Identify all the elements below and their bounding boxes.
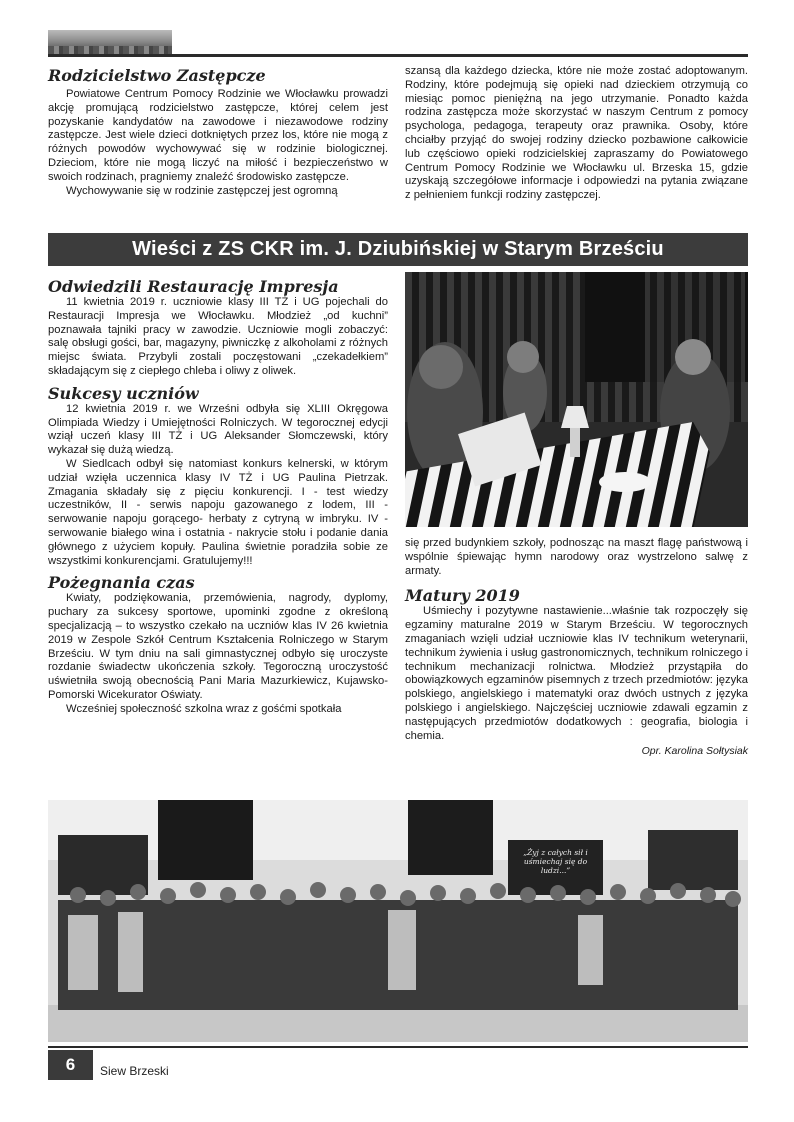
article1-paragraph: Wychowywanie się w rodzinie zastępczej jest ogromną <box>66 184 338 197</box>
author-signature: Opr. Karolina Sołtysiak <box>641 745 748 758</box>
section-title-sukcesy: Sukcesy uczniów <box>48 383 199 403</box>
paragraph: 11 kwietnia 2019 r. uczniowie klasy III TŻ i UG pojechali do Restauracji Impresja we Włocławku. Młodzież „od kuchni” poznawała tajniki pracy w zawodzie. Uczniowie mogli zobaczyć: salę obsługi gości, bar, magazyny, piwniczkę z alkoholami z różnych miejsc świata. Przybyli zostali poczęstowani „czekadełkiem” składającym się z ciepłego chleba i oliwy z oliwek. <box>48 296 388 377</box>
paragraph: Wcześniej społeczność szkolna wraz z gośćmi spotkała <box>66 702 342 715</box>
group-people-graphic <box>48 800 748 1042</box>
graduation-group-photo <box>48 800 748 1042</box>
footer-rule <box>48 1046 748 1048</box>
publication-name: Siew Brzeski <box>100 1064 169 1078</box>
news-left-column <box>48 277 388 717</box>
page-number: 6 <box>48 1050 93 1080</box>
paragraph: Kwiaty, podziękowania, przemówienia, nagrody, dyplomy, puchary za sukcesy sportowe, upominki zgodne z określoną specjalizacją – to wszystko czekało na uczniów klas IV 26 kwietnia 2019 w Zespole Szkół Centrum Kształcenia Rolniczego w Starym Brześciu. W tym dniu na sali gimnastycznej odbyło się uroczyste rozdanie świadectw ukończenia szkoły. Tegoroczną uroczystość uświetniła swoją obecnością Pani Maria Mazurkiewicz, Kujawsko-Pomorski Wicekurator Oświaty. <box>48 592 388 701</box>
restaurant-photo <box>405 272 748 527</box>
section-banner: Wieści z ZS CKR im. J. Dziubińskiej w Starym Brześciu <box>48 233 748 266</box>
wall-board-quote: „Żyj z całych sił i uśmiechaj się do ludzi...” <box>523 848 588 875</box>
section-title-restauracja: Odwiedzili Restaurację Impresja <box>48 277 339 296</box>
paragraph: W Siedlcach odbył się natomiast konkurs kelnerski, w którym udział wzięła uczennica klasy IV TŻ i UG Paulina Pietrzak. Zmagania składały się z pięciu konkurencji. I - test wiedzy uczestników, II - serwis napoju gazowanego z lodem, III - serwowanie napoju gorącego- herbaty z cytryną w imbryku. IV - serwowanie białego wina i ostatnia - nakrycie stołu i podanie dania głównego z użyciem kopuły. Paulina świetnie poradziła sobie ze wszystkimi konkurencjami. Gratulujemy!!! <box>48 457 388 567</box>
article1-paragraph: Powiatowe Centrum Pomocy Rodzinie we Włocławku prowadzi akcję promującą rodzicielstwo zastępcze, której celem jest pozyskanie kandydatów na zawodowe i niezawodowe rodziny zastępcze. Jest wiele dzieci dotkniętych przez los, które nie mogą z różnych powodów wychowywać się w rodzinie biologicznej. Dzieciom, które nie mogą liczyć na miłość i bezpieczeństwo w swoich rodzinach, pragniemy znaleźć środowisko zastępcze. <box>48 88 388 183</box>
header-landscape-image <box>48 30 172 54</box>
article1-left-column <box>48 66 388 198</box>
article1-title: Rodzicielstwo Zastępcze <box>48 66 266 85</box>
section-title-matury: Matury 2019 <box>405 586 520 606</box>
section-title-pozegnania: Pożegnania czas <box>48 573 195 593</box>
article1-paragraph: szansą dla każdego dziecka, które nie może zostać adoptowanym. Rodziny, które podejmują się opieki nad dzieckiem otrzymują co miesiąc pomoc pieniężną na jego utrzymanie. Ponadto każda rodzina zastępcza może skorzystać w naszym Centrum z pomocy psychologa, pedagoga, terapeuty oraz prawnika. Osoby, które chciałby przyjąć do swojej rodziny dziecko pozbawione całkowicie lub częściowo opieki rodzicielskiej zapraszamy do Powiatowego Centrum Pomocy Rodzinie we Włocławku ul. Brzeska 15, gdzie uzyskają szczegółowe informacje i odpowiedzi na pytania związane z pełnieniem funkcji rodziny zastępczej. <box>405 65 748 202</box>
paragraph: się przed budynkiem szkoły, podnosząc na maszt flagę państwową i wspólnie śpiewając hymn narodowy oraz wystrzelono salwę z armaty. <box>405 537 748 577</box>
paragraph: 12 kwietnia 2019 r. we Wrześni odbyła się XLIII Okręgowa Olimpiada Wiedzy i Umiejętności Rolniczych. W tegorocznej edycji wziął uczeń klasy III TŻ i UG Aleksander Słomczewski, który wykazał się dużą wiedzą. <box>48 402 388 457</box>
news-right-column <box>405 537 748 757</box>
article1-right-column <box>405 65 748 203</box>
header-rule <box>48 54 748 57</box>
paragraph: Uśmiechy i pozytywne nastawienie...właśnie tak rozpoczęły się egzaminy maturalne 2019 w Starym Brześciu. W tegorocznych zmaganiach wzięli udział uczniowie klas IV technikum weterynarii, technikum żywienia i usług gastronomicznych, technikum rolniczego i technikum mechanizacji rolnictwa. Młodzież przystąpiła do obowiązkowych egzaminów pisemnych z trzech przedmiotów: języka polskiego, angielskiego i matematyki oraz dwóch ustnych z języka polskiego i angielskiego. Najczęściej uczniowie zdawali egzamin z następujących przedmiotów dodatkowych : geografia, biologia i chemia. <box>405 605 748 742</box>
restaurant-photo-graphic <box>405 272 748 527</box>
